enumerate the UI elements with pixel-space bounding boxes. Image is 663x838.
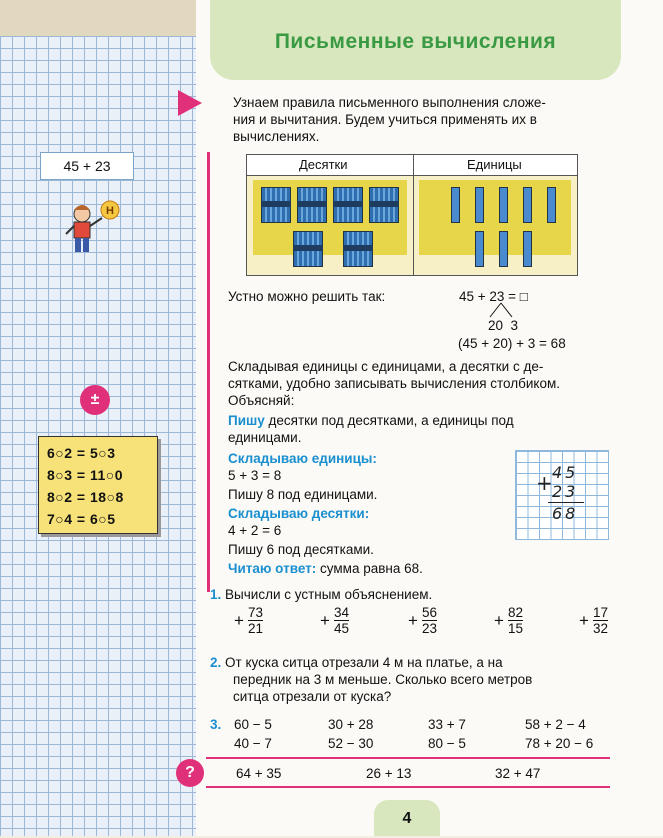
task-number: 2.: [210, 655, 222, 670]
column-top: 34: [334, 605, 350, 620]
step-write-label: Пишу: [228, 413, 265, 428]
model-header: [247, 155, 577, 176]
step-tens-label: Складываю десятки:: [228, 506, 370, 521]
column-top: 82: [508, 605, 524, 620]
column-bottom: 15: [508, 621, 524, 636]
bonus-divider-bottom: [206, 786, 610, 788]
column-demo-result: 68: [552, 504, 579, 523]
step-read-text: сумма равна 68.: [320, 561, 423, 576]
unit-rod: [451, 187, 460, 223]
intro-line: вычислениях.: [233, 129, 320, 144]
task3-cell: 80 − 5: [428, 736, 466, 751]
step-units-label: Складываю единицы:: [228, 451, 377, 466]
column-exercise: [234, 605, 264, 636]
column-top: 73: [248, 605, 264, 620]
unit-rod: [475, 187, 484, 223]
column-exercise: [579, 605, 609, 636]
task-number: 3.: [210, 717, 222, 732]
unit-rod: [499, 231, 508, 267]
step-read-label: Читаю ответ:: [228, 561, 317, 576]
units-header: Единицы: [467, 157, 522, 172]
section-bar: [207, 152, 210, 592]
ten-bundle: [261, 187, 291, 223]
compare-exercise-card: [38, 436, 158, 534]
step-tens-calc: 4 + 2 = 6: [228, 523, 282, 538]
task3-cell: 78 + 20 − 6: [525, 736, 594, 751]
explain-line: сятками, удобно записывать вычисления столбиком.: [228, 376, 560, 391]
task3-cell: 58 + 2 − 4: [525, 717, 586, 732]
bonus-item: 26 + 13: [366, 766, 412, 781]
ten-bundle: [369, 187, 399, 223]
intro-line: ния и вычитания. Будем учиться применять их в: [233, 112, 537, 127]
plus-sign: +: [234, 611, 244, 630]
column-demo-op: +: [536, 471, 556, 495]
step-units-write: Пишу 8 под единицами.: [228, 487, 378, 502]
column-bottom: 32: [593, 621, 609, 636]
column-demo-grid: [515, 450, 609, 540]
task-number: 1.: [210, 587, 222, 602]
sidebar-top-strip: [0, 0, 200, 36]
ten-bundle: [343, 231, 373, 267]
step-read: [228, 560, 423, 577]
helper-badge: Н: [106, 205, 114, 217]
exercise-row: 6○2 = 5○3: [47, 445, 116, 461]
column-bottom: 23: [422, 621, 438, 636]
step-units-calc: 5 + 3 = 8: [228, 468, 282, 483]
page-number: 4: [374, 800, 440, 836]
column-top: 56: [422, 605, 438, 620]
oral-label: Устно можно решить так:: [228, 289, 386, 304]
bonus-item: 64 + 35: [236, 766, 282, 781]
exercise-row: 7○4 = 6○5: [47, 511, 116, 527]
plus-minus-icon: ±: [80, 385, 110, 415]
step-tens-write: Пишу 6 под десятками.: [228, 542, 374, 557]
section-arrow-icon: [178, 90, 202, 116]
plus-sign: +: [320, 611, 330, 630]
column-demo-top: 45: [552, 463, 579, 482]
column-demo-line: [548, 502, 584, 503]
oral-expression: 45 + 23 = □: [459, 289, 528, 304]
task2-line: От куска ситца отрезали 4 м на платье, а на: [225, 655, 503, 670]
place-value-model: [246, 154, 578, 276]
bonus-item: 32 + 47: [495, 766, 541, 781]
ten-bundle: [293, 231, 323, 267]
boy-illustration: [62, 198, 122, 262]
task1: [210, 586, 432, 603]
task3-cell: 40 − 7: [234, 736, 272, 751]
unit-rod: [499, 187, 508, 223]
task2: [210, 654, 503, 671]
plus-sign: +: [408, 611, 418, 630]
plus-sign: +: [579, 611, 589, 630]
unit-rod: [523, 231, 532, 267]
column-exercise: [408, 605, 438, 636]
model-divider: [413, 155, 414, 275]
grid-sidebar: [0, 0, 200, 836]
step-write-text: десятки под десятками, а единицы под: [268, 413, 514, 428]
task1-text: Вычисли с устным объяснением.: [225, 587, 433, 602]
page-title: Письменные вычисления: [274, 30, 557, 53]
column-top: 17: [593, 605, 609, 620]
task2-line: передник на 3 м меньше. Сколько всего метров: [233, 672, 533, 687]
task3-cell: 30 + 28: [328, 717, 374, 732]
intro-line: Узнаем правила письменного выполнения сложе-: [233, 95, 546, 110]
explain-line: Складывая единицы с единицами, а десятки с де-: [228, 359, 544, 374]
unit-rod: [475, 231, 484, 267]
split-lines: [486, 302, 516, 318]
unit-rod: [547, 187, 556, 223]
intro-text: [233, 94, 623, 145]
column-exercise: [320, 605, 350, 636]
tens-header: Десятки: [299, 157, 348, 172]
exercise-row: 8○2 = 18○8: [47, 489, 124, 505]
exercise-row: 8○3 = 11○0: [47, 467, 124, 483]
plus-sign: +: [494, 611, 504, 630]
column-bottom: 21: [248, 621, 264, 636]
task3-cell: 60 − 5: [234, 717, 272, 732]
unit-rod: [523, 187, 532, 223]
column-demo-bottom: 23: [552, 482, 579, 501]
ten-bundle: [333, 187, 363, 223]
task2-line: ситца отрезали от куска?: [233, 689, 392, 704]
column-bottom: 45: [334, 621, 350, 636]
sidebar-example: 45 + 23: [40, 152, 134, 180]
task3-cell: 52 − 30: [328, 736, 374, 751]
question-icon: ?: [176, 759, 204, 787]
task3-cell: 33 + 7: [428, 717, 466, 732]
oral-split: 20 3: [488, 318, 519, 333]
explain-line: Объясняй:: [228, 393, 295, 408]
column-exercise: [494, 605, 524, 636]
ten-bundle: [297, 187, 327, 223]
oral-result: (45 + 20) + 3 = 68: [458, 336, 566, 351]
bonus-divider-top: [206, 757, 610, 759]
step-write-cont: единицами.: [228, 430, 302, 445]
step-write: [228, 412, 514, 429]
